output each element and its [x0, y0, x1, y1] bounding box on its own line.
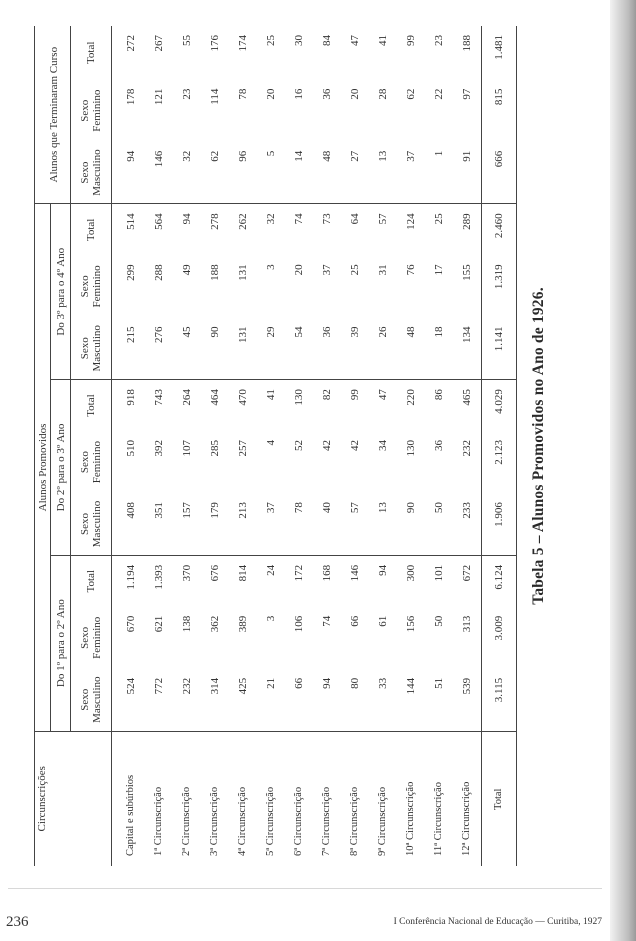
table-cell: 3: [265, 264, 277, 270]
table-cell: 176: [209, 35, 221, 52]
table-cell: 47: [349, 35, 361, 46]
header-3-para-4: Do 3º para o 4º Ano: [51, 204, 71, 380]
table-cell: 670: [125, 615, 137, 633]
table-cell: 138: [181, 615, 193, 633]
row-label: 3ª Circunscrição: [201, 731, 229, 866]
table-cell: 389: [237, 615, 249, 633]
row-label: 6ª Circunscrição: [285, 731, 313, 866]
table-row: [145, 26, 173, 866]
row-label: 4ª Circunscrição: [229, 731, 257, 866]
footer-divider: [8, 888, 602, 889]
row-label: 2ª Circunscrição: [173, 731, 201, 866]
table-cell: 96: [229, 142, 257, 204]
header-total: Total: [71, 26, 112, 80]
header-1-para-2: Do 1º para o 2º Ano: [51, 555, 71, 731]
table-cell: 510: [125, 440, 137, 457]
table-cell: 94: [321, 677, 333, 689]
table-cell: 676: [209, 564, 221, 582]
table-cell: 3.115: [482, 669, 517, 731]
table-cell: 86: [433, 389, 445, 401]
table-cell: 78: [285, 493, 313, 555]
table-cell: 50: [433, 615, 445, 627]
header-total: Total: [71, 555, 112, 606]
table-cell: 17: [433, 264, 445, 276]
header-2-para-3: Do 2º para o 3º Ano: [51, 380, 71, 556]
table-cell: 392: [153, 440, 165, 457]
table-cell: 144: [405, 677, 417, 695]
table-cell: 155: [461, 264, 473, 281]
table-cell: 464: [209, 389, 221, 406]
row-label: 11ª Circunscrição: [425, 731, 453, 866]
table-cell: 50: [425, 493, 453, 555]
table-row: [453, 26, 482, 866]
table-row: [257, 26, 285, 866]
table-cell: 51: [433, 677, 445, 689]
table-cell: 54: [285, 317, 313, 379]
row-label: 1ª Circunscrição: [145, 731, 173, 866]
table-cell: 130: [405, 440, 417, 457]
table-cell: 130: [293, 389, 305, 406]
table-cell: 66: [293, 677, 305, 689]
table-cell: 16: [293, 88, 305, 100]
table-cell: 33: [377, 677, 389, 689]
table-cell: 5: [257, 142, 285, 204]
table-cell: 36: [321, 88, 333, 100]
table-row: [341, 26, 369, 866]
table-cell: 1.141: [482, 317, 517, 379]
table-cell: 278: [209, 213, 221, 230]
table-cell: 55: [181, 35, 193, 46]
table-cell: 57: [377, 213, 389, 225]
table-cell: 37: [257, 493, 285, 555]
header-fem: Sexo Feminino: [71, 431, 112, 493]
table-cell: 25: [433, 213, 445, 225]
rotated-table-area: [34, 26, 596, 866]
table-cell: 32: [173, 142, 201, 204]
footer-citation: I Conferência Nacional de Educação — Curitiba, 1927: [393, 917, 602, 927]
table-cell: 57: [341, 493, 369, 555]
row-label: 12ª Circunscrição: [453, 731, 482, 866]
table-cell: 3.009: [482, 607, 517, 669]
table-cell: 48: [397, 317, 425, 379]
table-cell: 215: [112, 317, 146, 379]
table-cell: 91: [453, 142, 482, 204]
table-cell: 25: [265, 35, 277, 46]
table-cell: 121: [153, 88, 165, 106]
table-cell: 465: [461, 389, 473, 406]
table-cell: 233: [453, 493, 482, 555]
table-cell: 4.029: [482, 380, 517, 431]
table-cell: 220: [405, 389, 417, 406]
header-fem: Sexo Feminino: [71, 255, 112, 317]
table-cell: 539: [461, 677, 473, 695]
table-cell: 76: [405, 264, 417, 276]
table-cell: 276: [145, 317, 173, 379]
table-cell: 672: [461, 564, 473, 582]
promoted-students-table: [34, 26, 517, 866]
header-masc: Sexo Masculino: [71, 317, 112, 379]
table-cell: 289: [461, 213, 473, 230]
table-cell: 21: [265, 677, 277, 689]
header-total: Total: [71, 380, 112, 431]
table-cell: 134: [453, 317, 482, 379]
table-cell: 20: [293, 264, 305, 276]
table-total-row: [482, 26, 517, 866]
table-cell: 20: [349, 88, 361, 100]
table-cell: 1.393: [153, 564, 165, 590]
table-cell: 90: [397, 493, 425, 555]
table-row: [397, 26, 425, 866]
table-cell: 25: [349, 264, 361, 276]
table-cell: 32: [265, 213, 277, 225]
table-cell: 99: [349, 389, 361, 401]
table-cell: 262: [237, 213, 249, 230]
table-cell: 470: [237, 389, 249, 406]
table-cell: 146: [349, 564, 361, 582]
table-cell: 425: [237, 677, 249, 695]
table-cell: 264: [181, 389, 193, 406]
header-masc: Sexo Masculino: [71, 669, 112, 731]
table-cell: 40: [313, 493, 341, 555]
row-label: Capital e subúrbios: [112, 731, 146, 866]
table-cell: 156: [405, 615, 417, 633]
table-cell: 272: [125, 35, 137, 52]
table-cell: 97: [461, 88, 473, 100]
table-cell: 106: [293, 615, 305, 633]
table-cell: 172: [293, 564, 305, 582]
table-cell: 52: [293, 440, 305, 452]
table-cell: 314: [209, 677, 221, 695]
table-row: [112, 26, 146, 866]
table-cell: 13: [369, 142, 397, 204]
table-cell: 300: [405, 564, 417, 582]
row-label: 9ª Circunscrição: [369, 731, 397, 866]
table-cell: 772: [153, 677, 165, 695]
table-cell: 2.123: [482, 431, 517, 493]
table-cell: 6.124: [482, 555, 517, 606]
table-cell: 814: [237, 564, 249, 582]
table-cell: 31: [377, 264, 389, 276]
table-cell: 370: [181, 564, 193, 582]
table-cell: 267: [153, 35, 165, 52]
table-cell: 74: [293, 213, 305, 225]
table-cell: 666: [482, 142, 517, 204]
table-cell: 179: [201, 493, 229, 555]
row-label: 7ª Circunscrição: [313, 731, 341, 866]
page-number: 236: [6, 914, 29, 930]
table-cell: 124: [405, 213, 417, 230]
table-cell: 28: [377, 88, 389, 100]
table-cell: 36: [433, 440, 445, 452]
table-cell: 514: [125, 213, 137, 230]
table-cell: 564: [153, 213, 165, 230]
table-cell: 26: [369, 317, 397, 379]
table-cell: 1.319: [482, 255, 517, 317]
table-cell: 48: [313, 142, 341, 204]
table-cell: 36: [313, 317, 341, 379]
table-cell: 20: [265, 88, 277, 100]
table-cell: 37: [397, 142, 425, 204]
table-cell: 257: [237, 440, 249, 457]
table-cell: 47: [377, 389, 389, 401]
table-cell: 45: [173, 317, 201, 379]
table-cell: 174: [237, 35, 249, 52]
header-masc: Sexo Masculino: [71, 142, 112, 204]
table-cell: 3: [265, 615, 277, 622]
table-cell: 42: [321, 440, 333, 452]
table-cell: 94: [181, 213, 193, 225]
row-label: 5ª Circunscrição: [257, 731, 285, 866]
table-cell: 37: [321, 264, 333, 276]
table-cell: 114: [209, 88, 221, 105]
table-cell: 168: [321, 564, 333, 582]
table-cell: 62: [201, 142, 229, 204]
table-cell: 84: [321, 35, 333, 46]
table-cell: 90: [201, 317, 229, 379]
table-cell: 94: [112, 142, 146, 204]
row-label: Total: [482, 731, 517, 866]
table-cell: 188: [209, 264, 221, 281]
table-cell: 94: [377, 564, 389, 576]
table-cell: 22: [433, 88, 445, 100]
table-container: [34, 26, 506, 866]
table-cell: 74: [321, 615, 333, 627]
table-cell: 23: [181, 88, 193, 100]
table-cell: 621: [153, 615, 165, 633]
table-cell: 178: [125, 88, 137, 106]
header-alunos-promovidos: Alunos Promovidos: [35, 204, 51, 731]
table-cell: 41: [377, 35, 389, 46]
table-cell: 41: [265, 389, 277, 401]
table-row: [313, 26, 341, 866]
table-cell: 285: [209, 440, 221, 457]
header-fem: Sexo Feminino: [71, 607, 112, 669]
table-cell: 1.906: [482, 493, 517, 555]
table-cell: 99: [405, 35, 417, 46]
header-total: Total: [71, 204, 112, 255]
table-cell: 73: [321, 213, 333, 225]
table-cell: 80: [349, 677, 361, 689]
table-cell: 24: [265, 564, 277, 576]
table-cell: 42: [349, 440, 361, 452]
table-cell: 39: [341, 317, 369, 379]
table-cell: 351: [145, 493, 173, 555]
table-cell: 107: [181, 440, 193, 457]
table-row: [201, 26, 229, 866]
table-cell: 18: [425, 317, 453, 379]
table-row: [425, 26, 453, 866]
table-title: Tabela 5 – Alunos Promovidos no Ano de 1926.: [530, 287, 547, 605]
table-cell: 14: [285, 142, 313, 204]
header-fem: Sexo Feminino: [71, 80, 112, 142]
table-cell: 743: [153, 389, 165, 406]
table-body: [112, 26, 517, 866]
table-cell: 131: [237, 264, 249, 281]
table-cell: 23: [433, 35, 445, 46]
table-cell: 78: [237, 88, 249, 100]
table-cell: 131: [229, 317, 257, 379]
table-cell: 1.194: [125, 564, 137, 590]
table-cell: 1: [425, 142, 453, 204]
table-row: [173, 26, 201, 866]
table-cell: 524: [125, 677, 137, 695]
table-cell: 13: [369, 493, 397, 555]
table-cell: 27: [341, 142, 369, 204]
table-row: [285, 26, 313, 866]
row-label: 10ª Circunscrição: [397, 731, 425, 866]
table-cell: 29: [257, 317, 285, 379]
table-cell: 101: [433, 564, 445, 582]
table-cell: 64: [349, 213, 361, 225]
table-cell: 2.460: [482, 204, 517, 255]
table-cell: 232: [461, 440, 473, 457]
header-masc: Sexo Masculino: [71, 493, 112, 555]
table-cell: 188: [461, 35, 473, 52]
table-cell: 146: [145, 142, 173, 204]
table-cell: 82: [321, 389, 333, 401]
table-row: [229, 26, 257, 866]
table-cell: 49: [181, 264, 193, 276]
table-cell: 408: [112, 493, 146, 555]
table-cell: 299: [125, 264, 137, 281]
table-cell: 232: [181, 677, 193, 695]
table-cell: 157: [173, 493, 201, 555]
table-cell: 30: [293, 35, 305, 46]
header-terminaram-curso: Alunos que Terminaram Curso: [35, 26, 71, 204]
row-label: 8ª Circunscrição: [341, 731, 369, 866]
table-cell: 918: [125, 389, 137, 406]
table-cell: 66: [349, 615, 361, 627]
table-cell: 34: [377, 440, 389, 452]
table-cell: 288: [153, 264, 165, 281]
table-cell: 61: [377, 615, 389, 627]
table-cell: 815: [482, 80, 517, 142]
table-cell: 213: [229, 493, 257, 555]
table-cell: 313: [461, 615, 473, 633]
table-row: [369, 26, 397, 866]
table-cell: 62: [405, 88, 417, 100]
header-circunscricoes: Circunscrições: [35, 731, 112, 866]
table-cell: 362: [209, 615, 221, 633]
table-cell: 1.481: [482, 26, 517, 80]
table-cell: 4: [265, 440, 277, 446]
page-edge-shadow: [610, 0, 636, 941]
